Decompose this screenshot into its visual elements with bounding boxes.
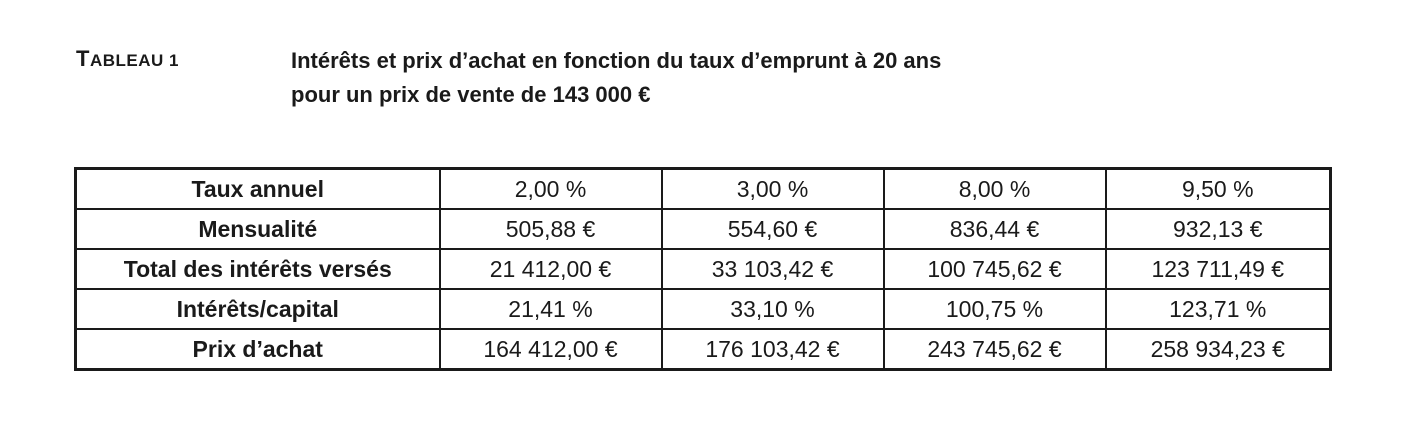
caption-title-line-1: Intérêts et prix d’achat en fonction du taux d’emprunt à 20 ans [291,48,942,73]
loan-interest-table [74,167,1332,371]
row-header-cell: Intérêts/capital [76,289,440,329]
row-header-cell: Prix d’achat [76,329,440,370]
table-row-annual-rate [76,169,1331,210]
table-cell: 33 103,42 € [662,249,884,289]
table-cell: 164 412,00 € [440,329,662,370]
table-cell: 21 412,00 € [440,249,662,289]
table-caption-title [291,44,1191,112]
row-header-cell: Taux annuel [76,169,440,210]
table-cell: 176 103,42 € [662,329,884,370]
table-cell: 258 934,23 € [1106,329,1331,370]
table-cell: 123 711,49 € [1106,249,1331,289]
table-number-label [76,44,179,76]
table-cell: 9,50 % [1106,169,1331,210]
row-header-cell: Total des intérêts versés [76,249,440,289]
table-cell: 836,44 € [884,209,1106,249]
table-number-rest: ABLEAU 1 [89,51,179,70]
table-cell: 2,00 % [440,169,662,210]
table-cell: 21,41 % [440,289,662,329]
table-cell: 554,60 € [662,209,884,249]
table-cell: 123,71 % [1106,289,1331,329]
table-cell: 3,00 % [662,169,884,210]
table-cell: 8,00 % [884,169,1106,210]
table-row-interest-capital [76,289,1331,329]
table-cell: 100 745,62 € [884,249,1106,289]
table-cell: 243 745,62 € [884,329,1106,370]
table-cell: 33,10 % [662,289,884,329]
table-cell: 100,75 % [884,289,1106,329]
table-number-initial: T [76,46,90,71]
row-header-cell: Mensualité [76,209,440,249]
table-row-monthly-payment [76,209,1331,249]
table-row-purchase-price [76,329,1331,370]
table-row-total-interest [76,249,1331,289]
table-cell: 932,13 € [1106,209,1331,249]
table-cell: 505,88 € [440,209,662,249]
caption-title-line-2: pour un prix de vente de 143 000 € [291,82,651,107]
